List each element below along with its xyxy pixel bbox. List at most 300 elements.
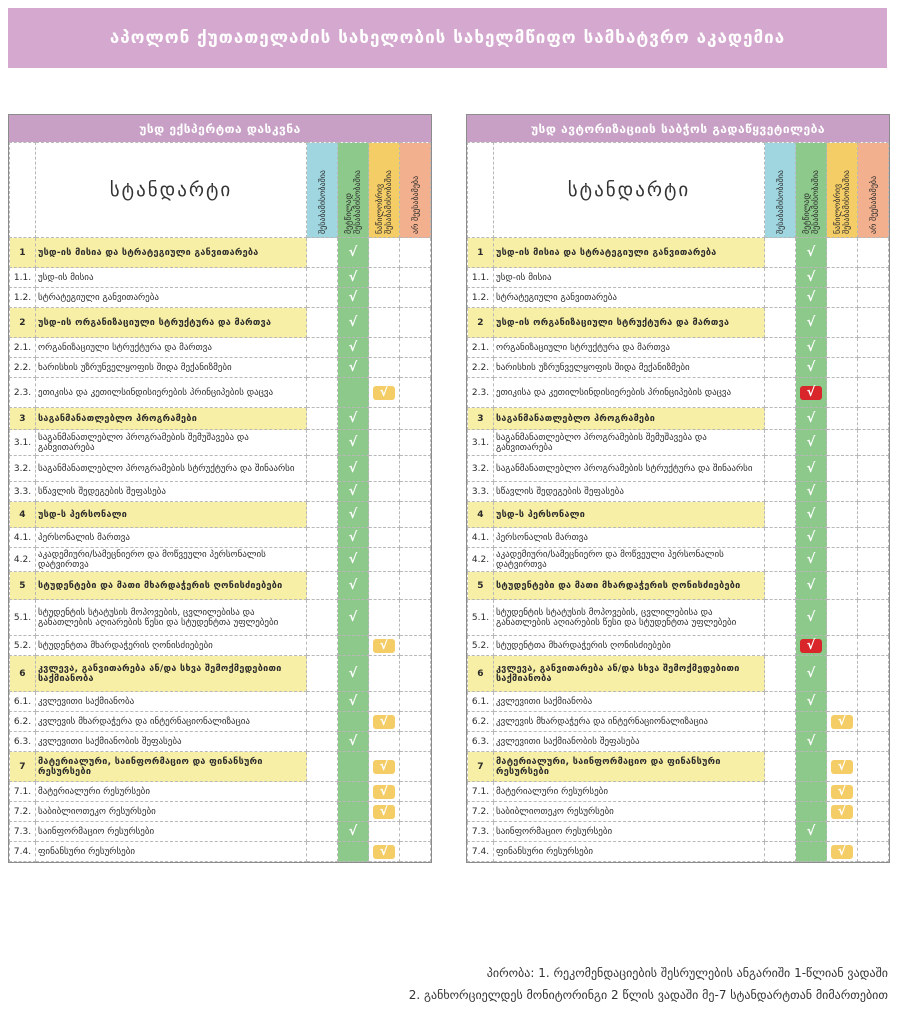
green-check-icon: √ [806,314,816,330]
standard-number: 4.2. [468,548,494,572]
rating-cell [307,456,338,482]
standard-section-row [468,308,889,338]
standard-label: აკადემიური/სამეცნიერო და მოწვეული პერსონალის დატვირთვა [494,548,765,572]
green-check-icon: √ [806,339,816,355]
standard-number: 5.1. [10,600,36,636]
rating-cell [765,238,796,268]
green-check-icon: √ [806,693,816,709]
sub-standard-row [10,338,431,358]
red-check-icon: √ [800,639,822,653]
rating-cell [765,732,796,752]
rating-cell [858,408,889,430]
standard-label: სტრატეგიული განვითარება [494,288,765,308]
rating-cell [338,802,369,822]
rating-cell [765,636,796,656]
rating-cell [765,378,796,408]
rating-cell [338,548,369,572]
rating-cell [338,572,369,600]
standard-section-row [10,308,431,338]
standard-label: უსდ-ის ორგანიზაციული სტრუქტურა და მართვა [494,308,765,338]
standard-number: 1 [10,238,36,268]
rating-cell [369,822,400,842]
rating-cell [400,822,431,842]
sub-standard-row [468,528,889,548]
rating-cell [400,456,431,482]
rating-cell [796,502,827,528]
standard-number: 2.3. [468,378,494,408]
rating-cell [369,308,400,338]
green-check-icon: √ [806,460,816,476]
sub-standard-row [468,548,889,572]
rating-cell [765,842,796,862]
green-check-icon: √ [806,823,816,839]
rating-cell [827,822,858,842]
standard-label: ფინანსური რესურსები [36,842,307,862]
standard-section-row [468,502,889,528]
standard-label: უსდ-ს პერსონალი [36,502,307,528]
standard-number: 7 [10,752,36,782]
rating-cell [858,430,889,456]
sub-standard-row [468,482,889,502]
rating-cell [307,842,338,862]
rating-cell [307,308,338,338]
sub-standard-row [10,288,431,308]
green-check-icon: √ [348,289,358,305]
rating-cell [858,692,889,712]
rating-cell [827,548,858,572]
standard-section-row [468,238,889,268]
rating-cell [796,548,827,572]
rating-cell [369,456,400,482]
expert-conclusion-panel [8,114,432,863]
green-check-icon: √ [348,483,358,499]
rating-cell [338,378,369,408]
rating-cell [307,528,338,548]
rating-cell [796,600,827,636]
green-check-icon: √ [348,339,358,355]
standard-label: ეთიკისა და კეთილსინდისიერების პრინციპების დაცვა [36,378,307,408]
rating-cell [400,548,431,572]
rating-cell [858,358,889,378]
standard-section-row [10,408,431,430]
green-check-icon: √ [806,483,816,499]
rating-cell [765,308,796,338]
rating-cell [827,268,858,288]
yellow-check-icon: √ [831,760,853,774]
rating-cell [827,732,858,752]
rating-cell [765,802,796,822]
standard-label: უსდ-ის მისია [494,268,765,288]
standard-label: უსდ-ის ორგანიზაციული სტრუქტურა და მართვა [36,308,307,338]
rating-cell [765,548,796,572]
standard-label: სტუდენტის სტატუსის მოპოვების, ცვლილებისა და განათლების აღიარების წესი და სტუდენტთა უფლებები [494,600,765,636]
rating-cell [338,482,369,502]
rating-cell [400,238,431,268]
rating-cell [307,732,338,752]
column-header-non-compliant: არ შეესაბამება [858,143,889,238]
standard-label: ხარისხის უზრუნველყოფის შიდა მექანიზმები [494,358,765,378]
standard-header: სტანდარტი [494,143,765,238]
rating-cell [827,288,858,308]
sub-standard-row [10,548,431,572]
green-check-icon: √ [806,244,816,260]
rating-cell [307,338,338,358]
standard-label: უსდ-ის მისია და სტრატეგიული განვითარება [494,238,765,268]
standard-number: 3.3. [468,482,494,502]
standard-label: საინფორმაციო რესურსები [36,822,307,842]
sub-standard-row [468,712,889,732]
rating-cell [827,636,858,656]
rating-cell [858,732,889,752]
rating-cell [307,802,338,822]
rating-cell [307,752,338,782]
standard-number: 7.4. [468,842,494,862]
rating-cell [827,308,858,338]
footer-condition-1: პირობა: 1. რეკომენდაციების შესრულების ანგარიში 1-წლიან ვადაში [486,966,888,980]
rating-cell [369,430,400,456]
rating-cell [765,338,796,358]
rating-cell [796,482,827,502]
rating-cell [796,752,827,782]
standard-number: 2 [10,308,36,338]
column-header-compliant: შესაბამისობაშია [765,143,796,238]
standard-label: კვლევითი საქმიანობა [36,692,307,712]
standard-number: 3.2. [10,456,36,482]
standard-label: სტუდენტები და მათი მხარდაჭერის ღონისძიებები [36,572,307,600]
rating-cell [827,712,858,732]
sub-standard-row [10,636,431,656]
standard-label: საგანმანათლებლო პროგრამების სტრუქტურა და შინაარსი [36,456,307,482]
rating-cell [765,528,796,548]
green-check-icon: √ [348,733,358,749]
rating-cell [796,656,827,692]
standard-number: 7.2. [468,802,494,822]
sub-standard-row [468,842,889,862]
sub-standard-row [10,358,431,378]
green-check-icon: √ [348,244,358,260]
standard-number: 1.1. [468,268,494,288]
sub-standard-row [468,378,889,408]
standard-number: 3.3. [10,482,36,502]
rating-cell [338,692,369,712]
standard-number: 4.1. [468,528,494,548]
rating-cell [307,572,338,600]
rating-cell [827,238,858,268]
rating-cell [796,732,827,752]
standard-number: 2.2. [10,358,36,378]
rating-cell [338,600,369,636]
rating-cell [338,732,369,752]
rating-cell [858,822,889,842]
column-header-substantially-compliant: მეტწილად შესაბამისობაშია [796,143,827,238]
rating-cell [858,308,889,338]
green-check-icon: √ [348,529,358,545]
rating-cell [765,600,796,636]
standards-table [9,142,431,862]
rating-cell [400,268,431,288]
sub-standard-row [468,358,889,378]
sub-standard-row [468,782,889,802]
standard-label: საგანმანათლებლო პროგრამების შემუშავება და განვითარება [36,430,307,456]
standard-number: 6 [468,656,494,692]
rating-cell [338,358,369,378]
rating-cell [338,308,369,338]
yellow-check-icon: √ [831,715,853,729]
rating-cell [307,782,338,802]
sub-standard-row [468,600,889,636]
sub-standard-row [10,842,431,862]
sub-standard-row [468,288,889,308]
standard-number: 7 [468,752,494,782]
rating-cell [765,430,796,456]
rating-cell [858,656,889,692]
standard-number: 6.3. [468,732,494,752]
rating-cell [338,288,369,308]
standard-section-row [10,502,431,528]
sub-standard-row [10,712,431,732]
standard-label: სტუდენტის სტატუსის მოპოვების, ცვლილებისა და განათლების აღიარების წესი და სტუდენტთა უფლებები [36,600,307,636]
rating-cell [858,378,889,408]
standard-label: საინფორმაციო რესურსები [494,822,765,842]
rating-cell [307,656,338,692]
rating-cell [765,692,796,712]
rating-cell [858,712,889,732]
rating-cell [827,782,858,802]
yellow-check-icon: √ [373,845,395,859]
rating-cell [400,502,431,528]
rating-cell [858,752,889,782]
column-header-partially-compliant: ნაწილობრივ შესაბამისობაშია [827,143,858,238]
green-check-icon: √ [806,609,816,625]
rating-cell [338,408,369,430]
rating-cell [307,482,338,502]
rating-cell [400,358,431,378]
sub-standard-row [10,528,431,548]
standard-section-row [468,572,889,600]
standard-number: 7.2. [10,802,36,822]
rating-cell [796,238,827,268]
rating-cell [796,802,827,822]
standard-number: 5 [10,572,36,600]
standard-section-row [10,572,431,600]
rating-cell [400,528,431,548]
sub-standard-row [10,430,431,456]
standard-label: მატერიალური რესურსები [36,782,307,802]
green-check-icon: √ [348,506,358,522]
standard-label: აკადემიური/სამეცნიერო და მოწვეული პერსონალის დატვირთვა [36,548,307,572]
rating-cell [765,358,796,378]
rating-cell [827,600,858,636]
standard-label: საგანმანათლებლო პროგრამების სტრუქტურა და შინაარსი [494,456,765,482]
rating-cell [858,600,889,636]
rating-cell [307,238,338,268]
yellow-check-icon: √ [373,805,395,819]
green-check-icon: √ [806,434,816,450]
rating-cell [369,712,400,732]
standard-number: 1.2. [10,288,36,308]
rating-cell [369,502,400,528]
standard-header: სტანდარტი [36,143,307,238]
yellow-check-icon: √ [831,785,853,799]
standard-number: 6.2. [468,712,494,732]
standard-number: 6 [10,656,36,692]
red-check-icon: √ [800,386,822,400]
rating-cell [338,782,369,802]
rating-cell [765,822,796,842]
green-check-icon: √ [348,460,358,476]
rating-cell [858,782,889,802]
rating-cell [827,408,858,430]
green-check-icon: √ [348,609,358,625]
column-header-non-compliant: არ შეესაბამება [400,143,431,238]
standard-number: 3 [468,408,494,430]
rating-cell [338,842,369,862]
standard-label: საბიბლიოთეკო რესურსები [494,802,765,822]
header-blank [10,143,36,238]
standard-number: 4.1. [10,528,36,548]
sub-standard-row [468,456,889,482]
rating-cell [307,408,338,430]
rating-cell [858,802,889,822]
rating-cell [858,288,889,308]
rating-cell [765,456,796,482]
yellow-check-icon: √ [373,639,395,653]
rating-cell [400,572,431,600]
column-header-substantially-compliant: მეტწილად შესაბამისობაშია [338,143,369,238]
standard-number: 7.1. [468,782,494,802]
sub-standard-row [10,456,431,482]
rating-cell [369,600,400,636]
rating-cell [307,712,338,732]
rating-cell [858,528,889,548]
rating-cell [858,572,889,600]
standard-label: პერსონალის მართვა [36,528,307,548]
rating-cell [400,308,431,338]
page-title: აპოლონ ქუთათელაძის სახელობის სახელმწიფო სამხატვრო აკადემია [109,28,786,48]
column-header-compliant: შესაბამისობაშია [307,143,338,238]
rating-cell [369,572,400,600]
rating-cell [796,636,827,656]
standard-number: 1.2. [468,288,494,308]
standard-number: 1 [468,238,494,268]
sub-standard-row [468,692,889,712]
rating-cell [400,636,431,656]
sub-standard-row [10,692,431,712]
green-check-icon: √ [348,823,358,839]
standard-label: ეთიკისა და კეთილსინდისიერების პრინციპების დაცვა [494,378,765,408]
rating-cell [369,692,400,712]
green-check-icon: √ [348,359,358,375]
rating-cell [858,636,889,656]
standard-label: საგანმანათლებლო პროგრამები [494,408,765,430]
standard-label: სწავლის შედეგების შეფასება [36,482,307,502]
green-check-icon: √ [806,665,816,681]
standard-label: ორგანიზაციული სტრუქტურა და მართვა [494,338,765,358]
green-check-icon: √ [806,410,816,426]
standards-table [467,142,889,862]
standard-number: 7.3. [468,822,494,842]
rating-cell [827,502,858,528]
rating-cell [338,712,369,732]
rating-cell [796,358,827,378]
rating-cell [369,358,400,378]
sub-standard-row [468,430,889,456]
rating-cell [369,548,400,572]
standard-number: 2 [468,308,494,338]
rating-cell [858,268,889,288]
green-check-icon: √ [806,289,816,305]
rating-cell [827,802,858,822]
standard-number: 2.1. [10,338,36,358]
standard-number: 3.1. [468,430,494,456]
rating-cell [400,842,431,862]
rating-cell [338,636,369,656]
rating-cell [400,600,431,636]
rating-cell [796,712,827,732]
rating-cell [369,842,400,862]
rating-cell [796,456,827,482]
table-header-row [468,143,889,238]
green-check-icon: √ [348,434,358,450]
standard-number: 6.3. [10,732,36,752]
standard-label: საგანმანათლებლო პროგრამების შემუშავება და განვითარება [494,430,765,456]
standard-number: 1.1. [10,268,36,288]
yellow-check-icon: √ [373,760,395,774]
sub-standard-row [468,732,889,752]
sub-standard-row [468,802,889,822]
green-check-icon: √ [806,359,816,375]
rating-cell [827,528,858,548]
rating-cell [307,378,338,408]
rating-cell [400,802,431,822]
rating-cell [307,600,338,636]
panel-title: უსდ ავტორიზაციის საბჭოს გადაწყვეტილება [467,115,889,142]
standard-section-row [468,752,889,782]
rating-cell [858,548,889,572]
standard-label: სტუდენტები და მათი მხარდაჭერის ღონისძიებები [494,572,765,600]
rating-cell [338,656,369,692]
rating-cell [796,408,827,430]
rating-cell [796,430,827,456]
rating-cell [765,752,796,782]
sub-standard-row [468,338,889,358]
rating-cell [338,338,369,358]
rating-cell [338,502,369,528]
footer-condition-2: 2. განხორციელდეს მონიტორინგი 2 წლის ვადაში მე-7 სტანდარტთან მიმართებით [408,988,888,1002]
green-check-icon: √ [806,269,816,285]
standard-section-row [468,408,889,430]
standard-number: 3 [10,408,36,430]
rating-cell [369,378,400,408]
standard-section-row [10,752,431,782]
rating-cell [338,430,369,456]
rating-cell [858,238,889,268]
standard-number: 6.1. [10,692,36,712]
standard-number: 4.2. [10,548,36,572]
sub-standard-row [10,378,431,408]
rating-cell [858,502,889,528]
rating-cell [369,802,400,822]
rating-cell [400,752,431,782]
rating-cell [338,268,369,288]
rating-cell [796,822,827,842]
rating-cell [307,548,338,572]
standard-label: მატერიალური რესურსები [494,782,765,802]
rating-cell [400,712,431,732]
green-check-icon: √ [348,665,358,681]
standard-label: ფინანსური რესურსები [494,842,765,862]
sub-standard-row [10,732,431,752]
